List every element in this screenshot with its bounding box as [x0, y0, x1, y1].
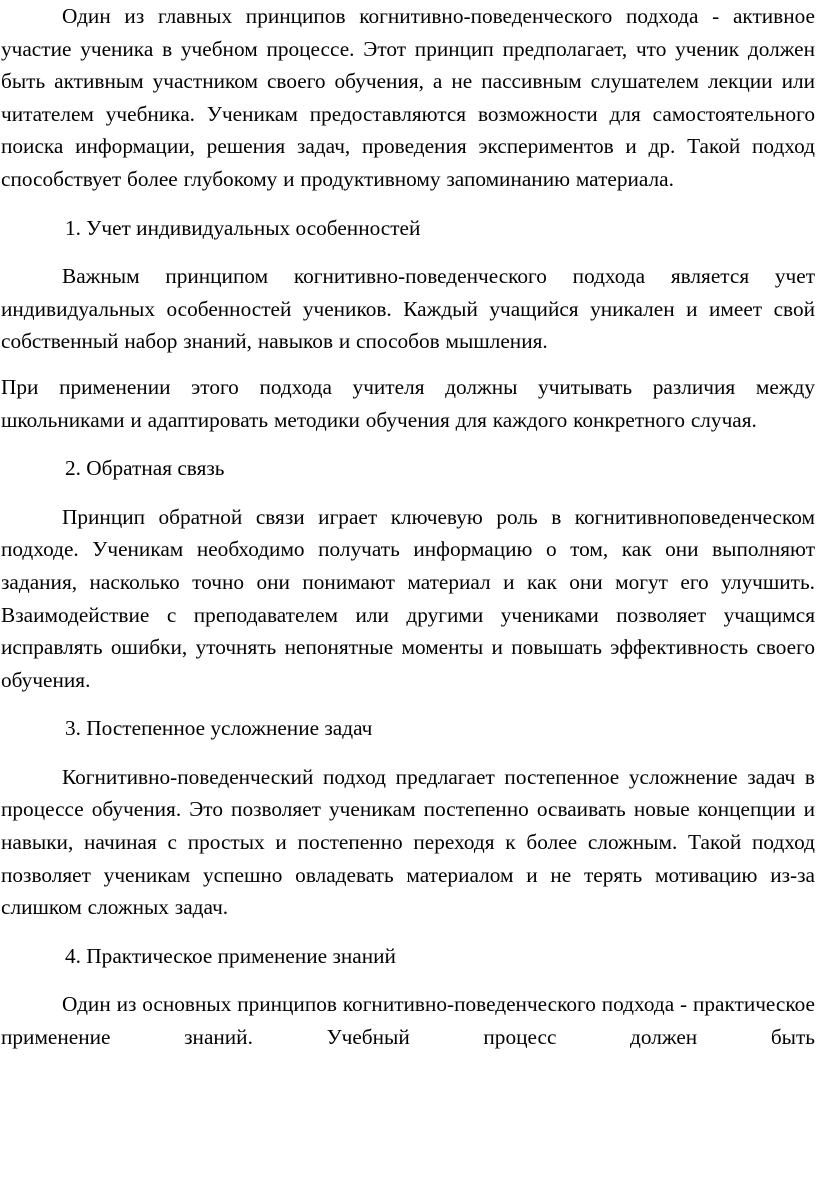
heading-feedback: 2. Обратная связь: [65, 456, 225, 481]
paragraph-teacher-adaptation: При применении этого подхода учителя должны учитывать различия между школьниками и адаптировать методики обучения для каждого конкретного случая.: [1, 374, 815, 432]
heading-practical-application: 4. Практическое применение знаний: [65, 943, 396, 968]
paragraph-feedback: Принцип обратной связи играет ключевую роль в когнитивноповеденческом подходе. Ученикам необходимо получать информацию о том, как они выполняют задания, насколько точно они понимают материал и как они могут его улучшить. Взаимодействие с преподавателем или другими учениками позволяет учащимся исправлять ошибки, уточнять непонятные моменты и повышать эффективность своего обучения.: [1, 504, 815, 692]
document-body: [1, 0, 815, 1054]
paragraph-practical-application: Один из основных принципов когнитивно-поведенческого подхода - практическое применение знаний. Учебный процесс должен быть: [1, 992, 815, 1050]
paragraph-individual-features: Важным принципом когнитивно-поведенческого подхода является учет индивидуальных особенностей учеников. Каждый учащийся уникален и имеет свой собственный набор знаний, навыков и способов мышления.: [1, 264, 815, 354]
heading-individual-features: 1. Учет индивидуальных особенностей: [65, 215, 421, 240]
heading-gradual-complexity: 3. Постепенное усложнение задач: [65, 716, 373, 741]
paragraph-active-participation: Один из главных принципов когнитивно-поведенческого подхода - активное участие ученика в учебном процессе. Этот принцип предполагает, что ученик должен быть активным участником своего обучения, а не пассивным слушателем лекции или читателем учебника. Ученикам предоставляются возможности для самостоятельного поиска информации, решения задач, проведения экспериментов и др. Такой подход способствует более глубокому и продуктивному запоминанию материала.: [1, 4, 815, 191]
paragraph-gradual-complexity: Когнитивно-поведенческий подход предлагает постепенное усложнение задач в процессе обучения. Это позволяет ученикам постепенно осваивать новые концепции и навыки, начиная с простых и постепенно переходя к более сложным. Такой подход позволяет ученикам успешно овладевать материалом и не терять мотивацию из-за слишком сложных задач.: [1, 764, 815, 920]
